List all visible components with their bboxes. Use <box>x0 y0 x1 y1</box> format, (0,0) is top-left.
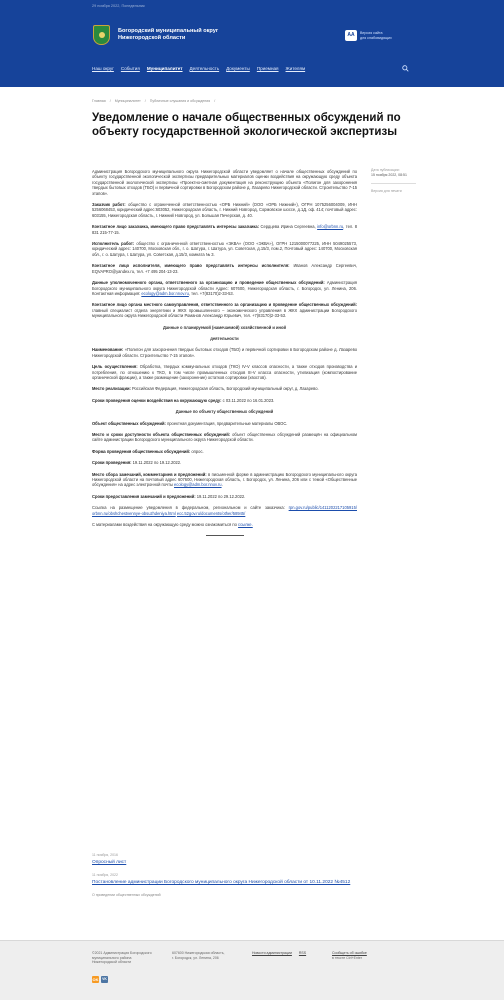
purpose-label: Цель осуществления: <box>92 364 138 370</box>
executor-label: Исполнитель работ: <box>92 241 135 247</box>
executor-paragraph <box>92 241 357 257</box>
footer-feedback <box>332 951 367 960</box>
organizer-email-link[interactable]: ecology@adm.bor.nnov.ru <box>141 290 189 296</box>
form-paragraph <box>92 449 357 454</box>
footer-copyright <box>92 951 152 965</box>
menu-item-municipality[interactable]: Муниципалитет <box>146 66 183 71</box>
local-contact-text: главный специалист отдела энергетики и ЖКХ промышленного – экономического управления в ЖКХ администрации Богородского муниципального округа Нижегородской области Романов Александр Юрьевич, тел. +7(83170)2-33-53. <box>92 307 357 319</box>
period-paragraph <box>92 460 357 465</box>
customer-contact-paragraph <box>92 224 357 235</box>
collection-text: в письменной форме в администрацию Богородского муниципального округа Нижегородской области на почтовый адрес 607600, Нижегородская область, г. Богородск, ул. Ленина, 206 или с темой «Общественные обсуждения» на адрес электронной почты <box>92 471 357 488</box>
odnoklassniki-icon[interactable]: OK <box>92 977 99 982</box>
page-title: Уведомление о начале общественных обсуждений по объекту государственной экологической экспертизы <box>92 112 401 138</box>
accessibility-icon[interactable]: AA <box>345 30 357 41</box>
customer-email-link[interactable]: info@orbnn.ru <box>317 224 344 230</box>
main-menu <box>92 66 305 71</box>
menu-item-residents[interactable]: Жителям <box>285 66 306 71</box>
local-contact-paragraph <box>92 302 357 318</box>
date-bar: 29 ноября 2022, Понедельник <box>92 4 145 8</box>
meta-divider <box>371 183 416 184</box>
ecc-link[interactable]: ecc.52gov.ru/documents/other/58945/ <box>176 510 246 516</box>
breadcrumb-separator: / <box>144 99 146 103</box>
executor-contact-paragraph <box>92 263 357 274</box>
object-paragraph <box>92 421 357 426</box>
name-text: «Полигон для захоронения твердых бытовых отходов (ТБО) и первичной сортировки в Богородском районе д. Лазарево Нижегородской области. Строительство 7-15 этапов». <box>92 347 357 358</box>
period-text: 19.11.2022 по 19.12.2022. <box>132 460 182 466</box>
collection-email-link[interactable]: ecology@adm.bor.nnov.ru <box>174 482 222 488</box>
access-label: Место и сроки доступности объекта общественных обсуждений: <box>92 432 231 437</box>
organizer-phone: , тел. +7(83170)2-33-53. <box>188 290 234 296</box>
menu-item-events[interactable]: События <box>120 66 140 71</box>
article-body <box>92 169 357 546</box>
breadcrumb-separator: / <box>214 99 216 103</box>
related-documents <box>92 853 357 897</box>
article-meta <box>371 168 431 194</box>
copyright-line1: ©2021 Администрация Богородского <box>92 951 152 955</box>
orbnn-link[interactable]: orbnn.ru/obshchestvennye-obsuzhdeniya.html <box>92 510 176 516</box>
published-label: Дата публикации: <box>371 168 400 172</box>
customer-paragraph <box>92 202 357 218</box>
place-paragraph <box>92 386 357 391</box>
breadcrumb-hearings[interactable]: Публичные слушания и обсуждения <box>149 99 211 103</box>
related-note: О проведении общественных обсуждений <box>92 893 161 897</box>
breadcrumb-home[interactable]: Главная <box>92 99 106 103</box>
timing-text: с 03.11.2022 по 16.01.2023. <box>222 397 275 403</box>
form-label: Форма проведения общественных обсуждений: <box>92 448 191 454</box>
published-date: 15 ноября 2022, 08:51 <box>371 173 407 177</box>
place-text: Российская Федерация, Нижегородская область, Богородский муниципальный округ, д. Лазарево. <box>131 386 319 392</box>
related-link-questionnaire[interactable]: Опросный лист <box>92 860 127 865</box>
address-line1: 607600 Нижегородская область, <box>172 951 225 955</box>
purpose-text: Обработка, твердых коммунальных отходов (ТКО) IV-V классов опасности, а также отходов производства и потребления, по отношению к ТКО, в том числе промышленных отходов III-V класса опасности, утилизация (компостирование органической фракции), а также размещение (захоронение) остатков сортировки (хвостов). <box>92 364 357 380</box>
accessibility-line1: Версия сайта <box>360 31 383 35</box>
materials-paragraph <box>92 522 357 527</box>
deadline-label: Сроки предоставления замечаний и предложений: <box>92 493 196 499</box>
error-report-link[interactable]: Сообщить об ошибке <box>332 951 367 955</box>
organizer-label: Данные уполномоченного органа, ответственного за организацию и проведение общественных обсуждений: <box>92 280 325 286</box>
footer-address <box>172 951 225 960</box>
purpose-paragraph <box>92 364 357 380</box>
breadcrumb <box>92 99 215 103</box>
access-paragraph <box>92 432 357 443</box>
links-paragraph <box>92 505 357 516</box>
object-label: Объект общественных обсуждений: <box>92 420 166 426</box>
site-footer <box>0 940 504 1000</box>
planned-heading-1: Данные о планируемой (намечаемой) хозяйственной и иной <box>162 324 287 330</box>
executor-contact-text: Иванов Александр Сергеевич, EQVAPRO@yandex.ru, тел. +7 495 204-13-23. <box>92 263 357 274</box>
object-text: проектная документация, предварительные материалы ОВОС. <box>167 420 288 426</box>
rss-link[interactable]: RSS <box>298 951 307 955</box>
copyright-line2: муниципального района <box>92 955 132 960</box>
place-label: Место реализации: <box>92 386 131 392</box>
accessibility-line2: для слабовидящих <box>360 35 392 40</box>
accessibility-link[interactable] <box>360 31 410 40</box>
breadcrumb-municipality[interactable]: Муниципалитет <box>114 99 141 103</box>
error-report-hint: в тексте Ctrl+Enter <box>332 955 362 960</box>
deadline-paragraph <box>92 494 357 499</box>
site-title-line1: Богородский муниципальный округ <box>118 28 219 34</box>
coat-of-arms-logo[interactable] <box>93 25 110 45</box>
footer-news <box>252 951 306 956</box>
collection-paragraph: Место сбора замечаний, комментариев и предложений: в письменной форме в администрацию Богородского муниципального округа Нижегородской области на почтовый адрес 607600, Нижегородская область, г. Богородск, ул. Ленина, 206 или с темой «Общественные обсуждения» на адрес электронной почты ecology@adm.bor.nnov.ru. <box>92 471 357 488</box>
local-contact-label: Контактное лицо органа местного самоуправления, ответственного за организацию и проведение общественных обсуждений: <box>92 302 357 308</box>
related-date: 11 ноября, 2016 <box>92 853 118 857</box>
address-line2: г. Богородск, ул. Ленина, 206 <box>172 955 219 960</box>
vk-icon[interactable]: VK <box>102 977 107 981</box>
access-text: объект общественных обсуждений размещён на официальном сайте администрации Богородского муниципального округа Нижегородской области. <box>92 432 357 443</box>
menu-item-activity[interactable]: Деятельность <box>189 66 220 71</box>
related-date: 11 ноября, 2022 <box>92 873 118 877</box>
planned-heading-2: деятельности <box>210 335 239 341</box>
links-intro: Ссылка на размещение уведомления в федеральном, региональном и сайте заказчика: <box>92 505 285 511</box>
period-label: Сроки проведения: <box>92 460 132 466</box>
customer-contact-label: Контактное лицо заказчика, имеющего право представлять интересы заказчика: <box>92 224 260 230</box>
content-divider <box>206 535 244 536</box>
collection-label: Место сбора замечаний, комментариев и предложений: <box>92 471 207 477</box>
intro-paragraph: Администрация Богородского муниципального округа Нижегородской области уведомляет о начале общественных обсуждений по объекту государственной экологической экспертизы предварительных материалов оценки воздействия на окружающую среду объекта государственной экологической экспертизы «Проектно-сметная документация на реконструкцию объекта «Полигон для захоронения твердых бытовых отходов (ТБО) и первичной сортировки в Богородском районе д. Лазарево Нижегородской области. Строительство 7-15 этапов». <box>92 169 357 196</box>
related-link-resolution[interactable]: Постановление администрации Богородского муниципального округа Нижегородской области от 10.11.2022 №4512 <box>92 880 351 885</box>
rpn-link[interactable]: rpn.gov.ru/public/1411202217105915/ <box>288 505 357 511</box>
customer-label: Заказчик работ: <box>92 202 126 208</box>
timing-paragraph <box>92 398 357 403</box>
site-header <box>0 0 504 87</box>
search-icon[interactable] <box>402 65 409 72</box>
organizer-paragraph <box>92 280 357 296</box>
deadline-text: 19.11.2022 по 29.12.2022. <box>196 493 246 499</box>
breadcrumb-separator: / <box>109 99 111 103</box>
menu-item-reception[interactable]: Приемная <box>256 66 279 71</box>
name-paragraph <box>92 347 357 358</box>
site-title-line2: Нижегородской области <box>118 35 186 41</box>
name-label: Наименование: <box>92 347 124 353</box>
executor-contact-label: Контактное лицо исполнителя, имеющего право представлять интересы исполнителя: <box>92 263 290 269</box>
copyright-line3: Нижегородской области <box>92 960 132 965</box>
customer-contact-text: Сердцева Ирина Сергеевна, <box>260 224 316 230</box>
materials-link[interactable]: ссылке. <box>238 522 253 528</box>
customer-phone: , тел. 8 831 215-77-15. <box>92 224 357 235</box>
customer-text: общество с ограниченной ответственностью «ОРБ Нижний» (ООО «ОРБ Нижний»), ОГРН 1075256004009, ИНН 5256068453, юридический адрес:603052, Нижегородская область, г. Нижний Новгород, Сормовское шоссе, д.1Д, оф. 414; почтовый адрес: 603155, Нижегородская область, г. Нижний Новгород, ул. Большая Печерская, д. 40. <box>92 202 357 218</box>
menu-item-our-district[interactable]: Наш округ <box>92 66 114 71</box>
form-text: опрос. <box>191 448 204 454</box>
materials-text: С материалами воздействия на окружающую среду можно ознакомиться по <box>92 522 237 528</box>
timing-label: Сроки проведения оценки воздействия на окружающую среду: <box>92 397 222 403</box>
site-title[interactable] <box>118 28 318 42</box>
executor-text: общество с ограниченной ответственностью «ЭКВА» (ООО «ЭКВА»), ОГРН 1215000077225, ИНН 5049025573, юридический адрес: 140700, Московская обл., г. о. Шатура, г. Шатура, ул. Советская, д.15/3, пом.2, Почтовый адрес: 140700, Московская обл., г. о. Шатура, г. Шатура, ул. Советская, д.15/3, комната № 3. <box>92 241 358 257</box>
news-link[interactable]: Новости администрации <box>252 951 292 955</box>
menu-item-documents[interactable]: Документы <box>226 66 250 71</box>
object-heading: Данные по объекту общественных обсуждений <box>175 409 274 415</box>
organizer-text: Администрация Богородского муниципального округа Нижегородской области Адрес: 607600, Нижегородская область, г. Богородск, ул. Ленина, 206. Контактная информация: <box>92 280 358 296</box>
print-version-link[interactable]: Версия для печати <box>371 189 402 193</box>
